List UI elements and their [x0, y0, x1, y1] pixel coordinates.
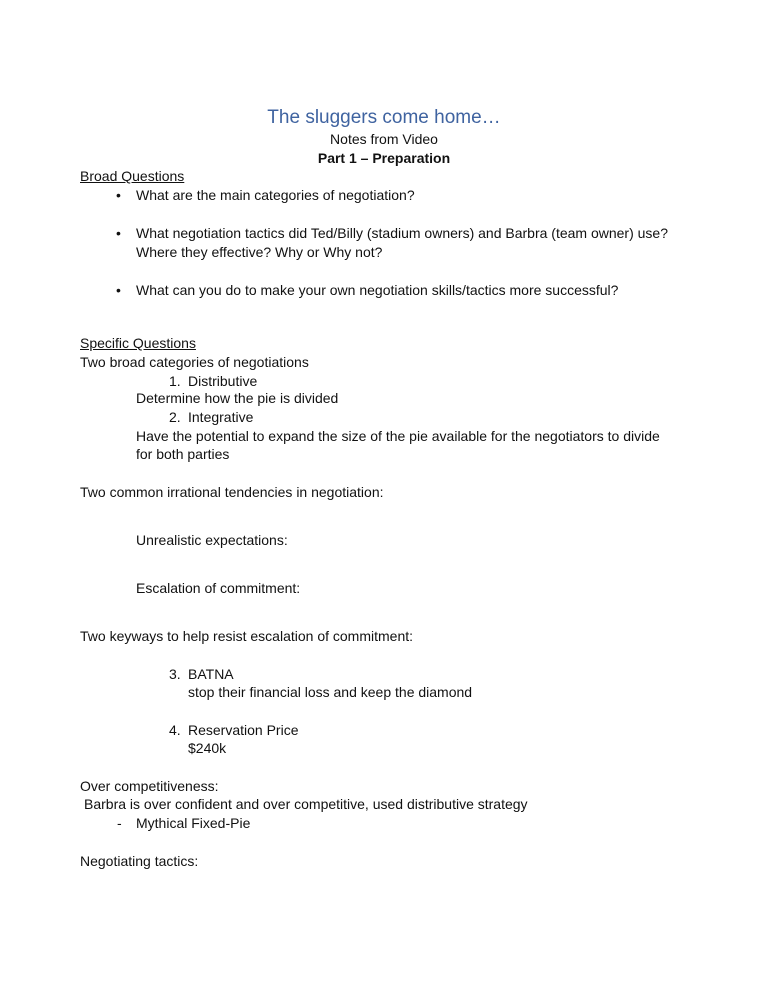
list-number: 2. — [169, 409, 181, 425]
escalation-of-commitment: Escalation of commitment: — [136, 580, 301, 596]
category-distributive: Distributive — [188, 373, 258, 389]
category-integrative: Integrative — [188, 409, 254, 425]
broad-question-1: What are the main categories of negotiation? — [136, 187, 415, 203]
batna-description: stop their financial loss and keep the diamond — [188, 684, 473, 700]
integrative-description-cont: for both parties — [136, 446, 230, 462]
negotiating-tactics: Negotiating tactics: — [80, 853, 199, 869]
bullet-icon: • — [116, 187, 121, 203]
reservation-price-value: $240k — [188, 740, 227, 756]
broad-question-2: What negotiation tactics did Ted/Billy (stadium owners) and Barbra (team owner) use? — [136, 225, 668, 241]
broad-questions-heading: Broad Questions — [80, 168, 185, 184]
broad-question-3: What can you do to make your own negotiation skills/tactics more successful? — [136, 282, 619, 298]
specific-questions-heading: Specific Questions — [80, 335, 196, 351]
list-number: 3. — [169, 666, 181, 682]
unrealistic-expectations: Unrealistic expectations: — [136, 532, 288, 548]
irrational-intro: Two common irrational tendencies in negotiation: — [80, 484, 384, 500]
keyway-batna: BATNA — [188, 666, 234, 682]
list-number: 1. — [169, 373, 181, 389]
distributive-description: Determine how the pie is divided — [136, 390, 339, 406]
bullet-icon: • — [116, 282, 121, 298]
categories-intro: Two broad categories of negotiations — [80, 354, 309, 370]
mythical-fixed-pie: Mythical Fixed-Pie — [136, 815, 251, 831]
integrative-description: Have the potential to expand the size of the pie available for the negotiators to divide — [136, 428, 660, 444]
list-number: 4. — [169, 722, 181, 738]
over-competitiveness-description: Barbra is over confident and over competitive, used distributive strategy — [84, 796, 528, 812]
dash-bullet: - — [117, 815, 122, 831]
subtitle: Notes from Video — [330, 131, 438, 147]
over-competitiveness: Over competitiveness: — [80, 778, 219, 794]
part-heading: Part 1 – Preparation — [317, 150, 451, 166]
document-title: The sluggers come home… — [267, 107, 501, 128]
keyways-intro: Two keyways to help resist escalation of commitment: — [80, 628, 414, 644]
bullet-icon: • — [116, 225, 121, 241]
keyway-reservation-price: Reservation Price — [188, 722, 299, 738]
broad-question-2-cont: Where they effective? Why or Why not? — [136, 244, 383, 260]
